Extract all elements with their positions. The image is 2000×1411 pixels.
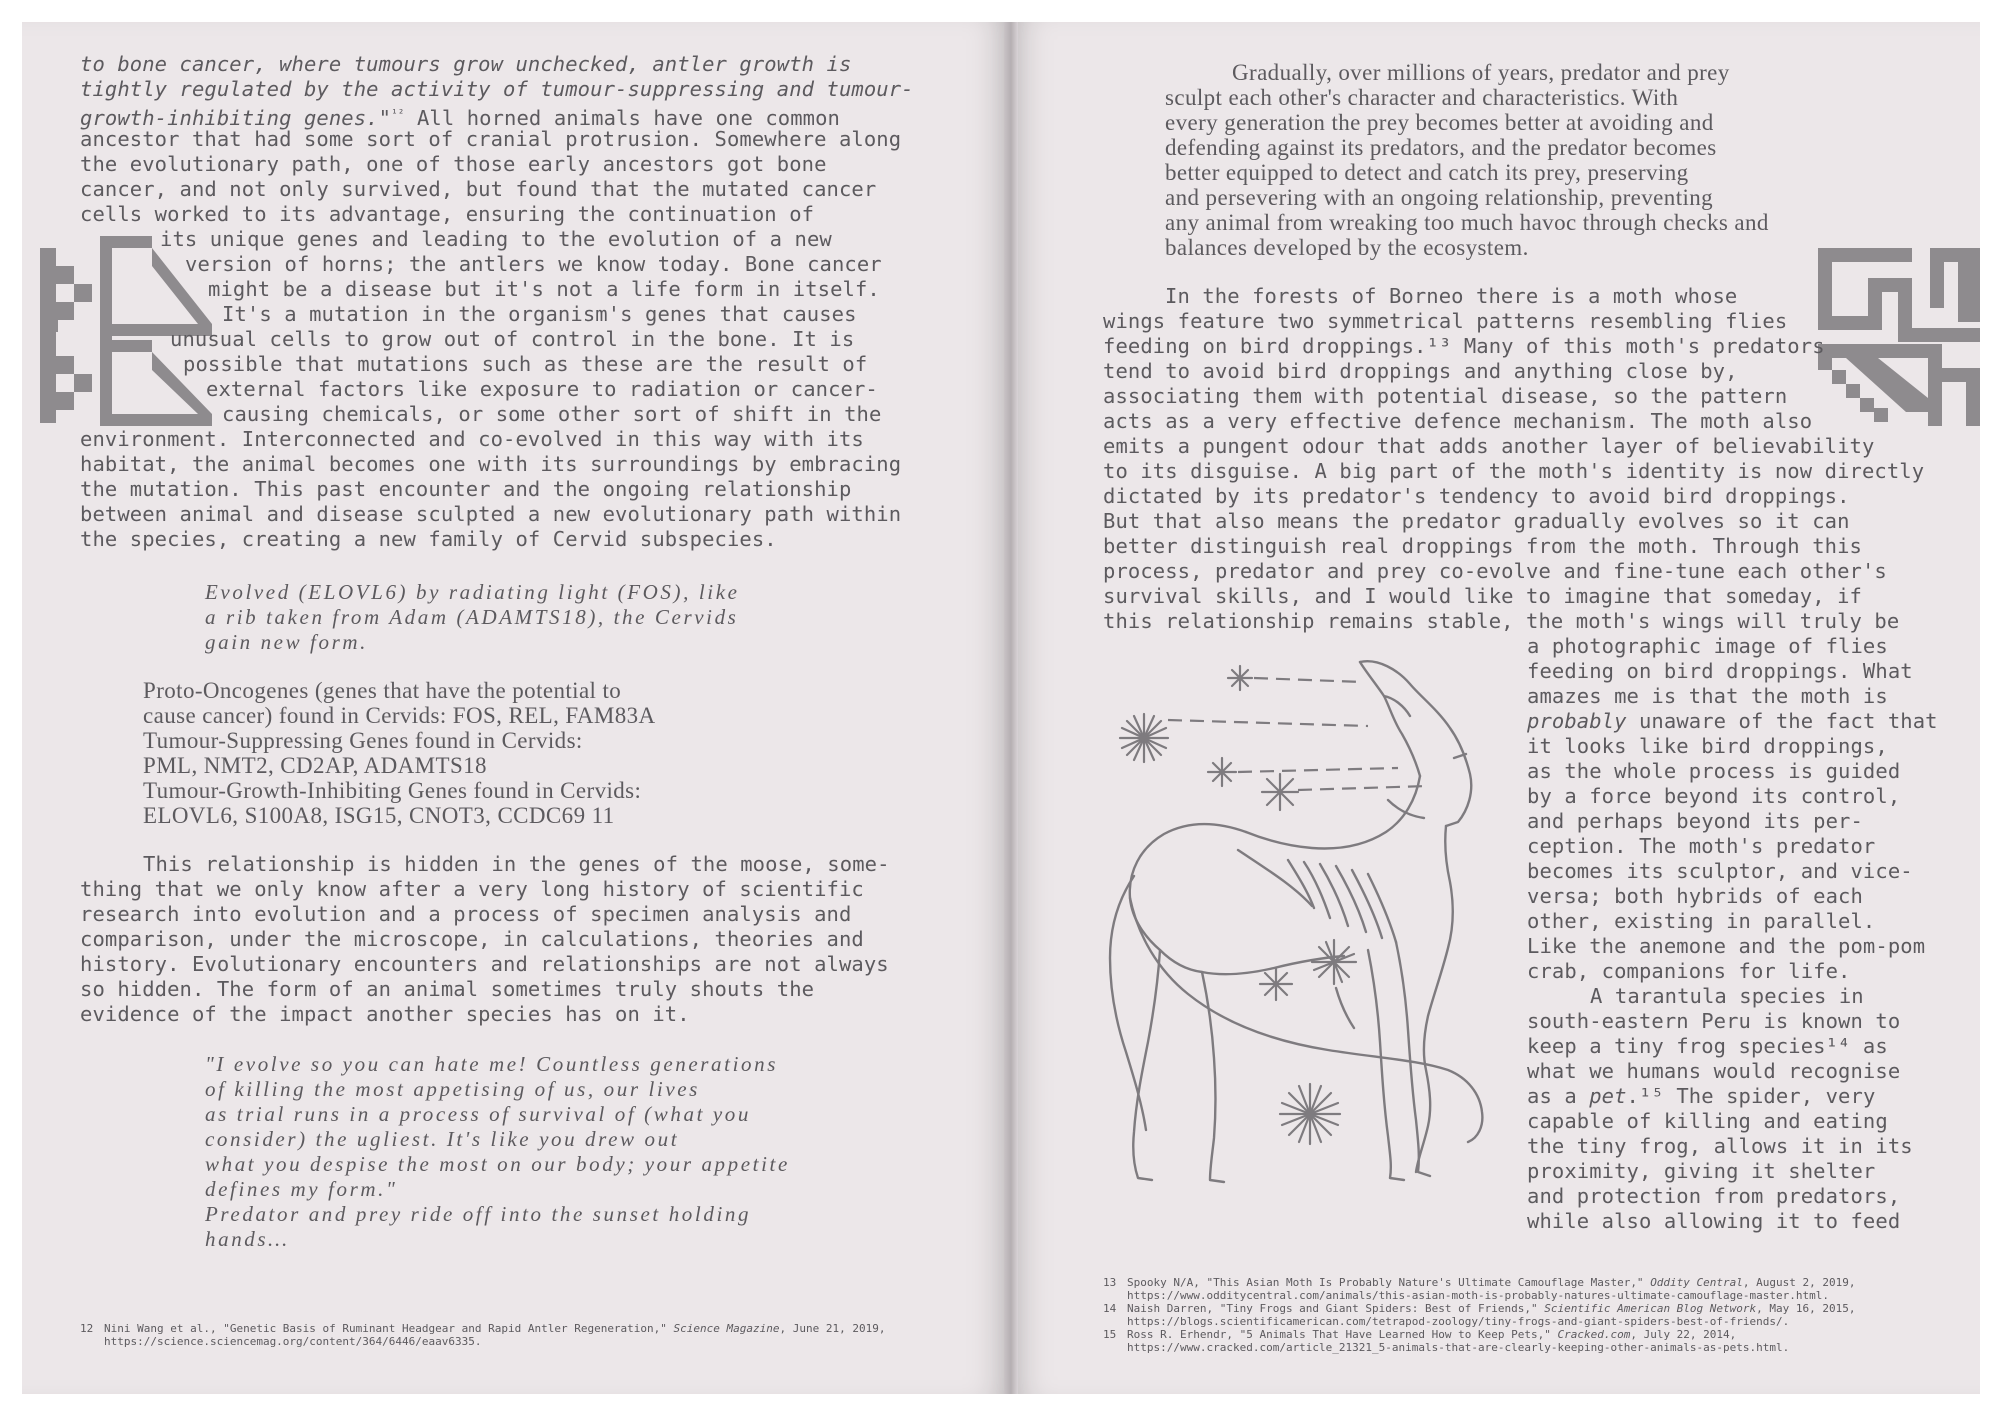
book-spine	[1004, 22, 1018, 1394]
footnote-text: Ross R. Erhendr, "5 Animals That Have Learned How to Keep Pets,"	[1127, 1328, 1558, 1341]
right-column-line	[1527, 709, 1938, 734]
right-para1-line: balances developed by the ecosystem.	[1165, 235, 1529, 260]
right-column-line: it looks like bird droppings,	[1527, 734, 1888, 758]
right-column-line: by a force beyond its control,	[1527, 784, 1901, 808]
right-para1-line: defending against its predators, and the predator becomes	[1165, 135, 1717, 160]
right-column-line: amazes me is that the moth is	[1527, 684, 1888, 708]
quote-line: of killing the most appetising of us, our lives	[205, 1077, 700, 1101]
footnote-text: Spooky N/A, "This Asian Moth Is Probably Nature's Ultimate Camouflage Master,"	[1127, 1276, 1651, 1289]
left-para2-line: comparison, under the microscope, in calculations, theories and	[80, 927, 864, 951]
right-para2-line: survival skills, and I would like to imagine that someday, if	[1103, 584, 1862, 608]
footnote-source: Science Magazine	[673, 1322, 780, 1335]
left-para1-line: possible that mutations such as these are the result of	[183, 352, 868, 376]
right-column-line: and protection from predators,	[1527, 1184, 1901, 1208]
left-para1-line: version of horns; the antlers we know today. Bone cancer	[185, 252, 882, 276]
footnote-number: 12	[80, 1322, 94, 1335]
left-para2-line: research into evolution and a process of specimen analysis and	[80, 902, 852, 926]
right-para2-line: wings feature two symmetrical patterns resembling flies	[1103, 309, 1788, 333]
right-column-line: feeding on bird droppings. What	[1527, 659, 1913, 683]
pixel-glyph-right-icon	[1818, 248, 1980, 426]
right-column-line: versa; both hybrids of each	[1527, 884, 1863, 908]
footnote-source: Oddity Central	[1650, 1276, 1743, 1289]
right-para1-line: and persevering with an ongoing relationship, preventing	[1165, 185, 1714, 210]
footnote-text: , August 2, 2019,	[1742, 1276, 1856, 1289]
right-para2-line: In the forests of Borneo there is a moth whose	[1165, 284, 1738, 308]
emphasis-word: pet	[1589, 1084, 1627, 1108]
left-para1-line: tightly regulated by the activity of tumour-suppressing and tumour-	[80, 77, 914, 101]
footnote-13-url[interactable]: https://www.odditycentral.com/animals/this-asian-moth-is-probably-natures-ultimate-camouflage-master.html.	[1127, 1289, 1829, 1302]
left-para1-line: unusual cells to grow out of control in the bone. It is	[170, 327, 855, 351]
footnote-14	[1127, 1302, 1856, 1315]
quote-line: as trial runs in a process of survival of (what you	[205, 1102, 751, 1126]
right-para1-line: any animal from wreaking too much havoc through checks and	[1165, 210, 1769, 235]
footnote-15	[1127, 1328, 1736, 1341]
right-para2-line: to its disguise. A big part of the moth's identity is now directly	[1103, 459, 1925, 483]
footnote-12	[104, 1322, 885, 1335]
footnote-13	[1127, 1276, 1856, 1289]
quote-line: defines my form."	[205, 1177, 398, 1201]
greyhound-illustration-icon	[1098, 650, 1498, 1195]
quote-line: "I evolve so you can hate me! Countless generations	[205, 1052, 778, 1076]
footnote-text: Nini Wang et al., "Genetic Basis of Ruminant Headgear and Rapid Antler Regeneration,"	[104, 1322, 674, 1335]
footnote-number: 15	[1103, 1328, 1117, 1341]
right-para2-line: tend to avoid bird droppings and anything close by,	[1103, 359, 1738, 383]
footnote-number: 14	[1103, 1302, 1117, 1315]
left-para1-line: It's a mutation in the organism's genes that causes	[222, 302, 857, 326]
left-para1-line: environment. Interconnected and co-evolved in this way with its	[80, 427, 864, 451]
right-para2-line: associating them with potential disease, so the pattern	[1103, 384, 1788, 408]
genes-line: PML, NMT2, CD2AP, ADAMTS18	[143, 753, 487, 778]
left-para1-line: might be a disease but it's not a life form in itself.	[208, 277, 880, 301]
right-para2-line: feeding on bird droppings.¹³ Many of this moth's predators	[1103, 334, 1825, 358]
left-para1-line: ancestor that had some sort of cranial protrusion. Somewhere along	[80, 127, 902, 151]
right-column-line: A tarantula species in	[1590, 984, 1864, 1008]
footnote-ref-12[interactable]: ¹²	[391, 107, 405, 120]
quote-line: Predator and prey ride off into the sunset holding	[205, 1202, 752, 1226]
right-column-text: as a	[1527, 1084, 1590, 1108]
right-para2-line: better distinguish real droppings from the moth. Through this	[1103, 534, 1862, 558]
right-column-line: the tiny frog, allows it in its	[1527, 1134, 1913, 1158]
left-para2-line: thing that we only know after a very long history of scientific	[80, 877, 864, 901]
right-column-line: other, existing in parallel.	[1527, 909, 1876, 933]
poem-line: gain new form.	[205, 630, 368, 654]
left-para2-line: so hidden. The form of an animal sometimes truly shouts the	[80, 977, 815, 1001]
right-column-text: .¹⁵ The spider, very	[1626, 1084, 1876, 1108]
right-column-line: becomes its sculptor, and vice-	[1527, 859, 1913, 883]
right-para1-line: Gradually, over millions of years, predator and prey	[1232, 60, 1730, 85]
left-para1-line: habitat, the animal becomes one with its surroundings by embracing	[80, 452, 902, 476]
right-para2-line: this relationship remains stable, the moth's wings will truly be	[1103, 609, 1900, 633]
left-para1-line: the evolutionary path, one of those early ancestors got bone	[80, 152, 827, 176]
right-column-line: a photographic image of flies	[1527, 634, 1888, 658]
genes-line: Tumour-Growth-Inhibiting Genes found in Cervids:	[143, 778, 642, 803]
left-para2-line: This relationship is hidden in the genes of the moose, some-	[143, 852, 890, 876]
emphasis-word: probably	[1527, 709, 1627, 733]
right-column-line: ception. The moth's predator	[1527, 834, 1876, 858]
poem-line: Evolved (ELOVL6) by radiating light (FOS), like	[205, 580, 740, 604]
left-para2-line: evidence of the impact another species has on it.	[80, 1002, 690, 1026]
right-para2-line: emits a pungent odour that adds another layer of believability	[1103, 434, 1875, 458]
left-para1-quote-end: growth-inhibiting genes."	[80, 105, 392, 130]
left-para1-line: external factors like exposure to radiation or cancer-	[206, 377, 878, 401]
footnote-text: , June 21, 2019,	[779, 1322, 886, 1335]
right-column-line: while also allowing it to feed	[1527, 1209, 1901, 1233]
genes-line: cause cancer) found in Cervids: FOS, REL, FAM83A	[143, 703, 656, 728]
footnote-source: Cracked.com	[1557, 1328, 1631, 1341]
right-column-line: south-eastern Peru is known to	[1527, 1009, 1901, 1033]
left-para1-line: the mutation. This past encounter and the ongoing relationship	[80, 477, 852, 501]
footnote-12-url[interactable]: https://science.sciencemag.org/content/364/6446/eaav6335.	[104, 1335, 482, 1348]
footnote-number: 13	[1103, 1276, 1117, 1289]
left-para1-line: the species, creating a new family of Cervid subspecies.	[80, 527, 777, 551]
right-para1-line: sculpt each other's character and characteristics. With	[1165, 85, 1679, 110]
right-para2-line: dictated by its predator's tendency to avoid bird droppings.	[1103, 484, 1850, 508]
footnote-14-url[interactable]: https://blogs.scientificamerican.com/tetrapod-zoology/tiny-frogs-and-giant-spiders-best-of-friends/.	[1127, 1315, 1790, 1328]
right-column-line: keep a tiny frog species¹⁴ as	[1527, 1034, 1888, 1058]
left-para1-line: cells worked to its advantage, ensuring the continuation of	[80, 202, 815, 226]
left-para1-line: causing chemicals, or some other sort of shift in the	[222, 402, 882, 426]
footnote-source: Scientific American Blog Network	[1544, 1302, 1757, 1315]
right-para2-line: process, predator and prey co-evolve and fine-tune each other's	[1103, 559, 1887, 583]
footnote-15-url[interactable]: https://www.cracked.com/article_21321_5-animals-that-are-clearly-keeping-other-animals-as-pets.html.	[1127, 1341, 1790, 1354]
quote-line: what you despise the most on our body; your appetite	[205, 1152, 790, 1176]
left-para1-line: between animal and disease sculpted a new evolutionary path within	[80, 502, 902, 526]
right-para2-line: acts as a very effective defence mechanism. The moth also	[1103, 409, 1813, 433]
right-column-line: and perhaps beyond its per-	[1527, 809, 1863, 833]
poem-line: a rib taken from Adam (ADAMTS18), the Cervids	[205, 605, 739, 629]
footnote-text: , July 22, 2014,	[1630, 1328, 1737, 1341]
left-para1-text: All horned animals have one common	[404, 105, 840, 130]
left-para1-line: cancer, and not only survived, but found that the mutated cancer	[80, 177, 877, 201]
quote-line: hands…	[205, 1227, 290, 1251]
left-para2-line: history. Evolutionary encounters and relationships are not always	[80, 952, 889, 976]
right-column-line: what we humans would recognise	[1527, 1059, 1901, 1083]
footnote-text: Naish Darren, "Tiny Frogs and Giant Spiders: Best of Friends,"	[1127, 1302, 1545, 1315]
left-para1-line: to bone cancer, where tumours grow unchecked, antler growth is	[80, 52, 852, 76]
left-para1-line: its unique genes and leading to the evolution of a new	[160, 227, 832, 251]
right-para2-line: But that also means the predator gradually evolves so it can	[1103, 509, 1850, 533]
right-column-line: crab, companions for life.	[1527, 959, 1851, 983]
right-column-text: unaware of the fact that	[1626, 709, 1938, 733]
right-para1-line: every generation the prey becomes better at avoiding and	[1165, 110, 1714, 135]
right-column-line: Like the anemone and the pom-pom	[1527, 934, 1926, 958]
right-column-line: capable of killing and eating	[1527, 1109, 1888, 1133]
right-column-line: as the whole process is guided	[1527, 759, 1901, 783]
genes-line: Tumour-Suppressing Genes found in Cervids:	[143, 728, 583, 753]
genes-line: Proto-Oncogenes (genes that have the potential to	[143, 678, 622, 703]
right-para1-line: better equipped to detect and catch its prey, preserving	[1165, 160, 1689, 185]
right-column-line: proximity, giving it shelter	[1527, 1159, 1876, 1183]
quote-line: consider) the ugliest. It's like you drew out	[205, 1127, 680, 1151]
footnote-text: , May 16, 2015,	[1756, 1302, 1856, 1315]
right-column-line	[1527, 1084, 1875, 1109]
genes-line: ELOVL6, S100A8, ISG15, CNOT3, CCDC69 11	[143, 803, 615, 828]
